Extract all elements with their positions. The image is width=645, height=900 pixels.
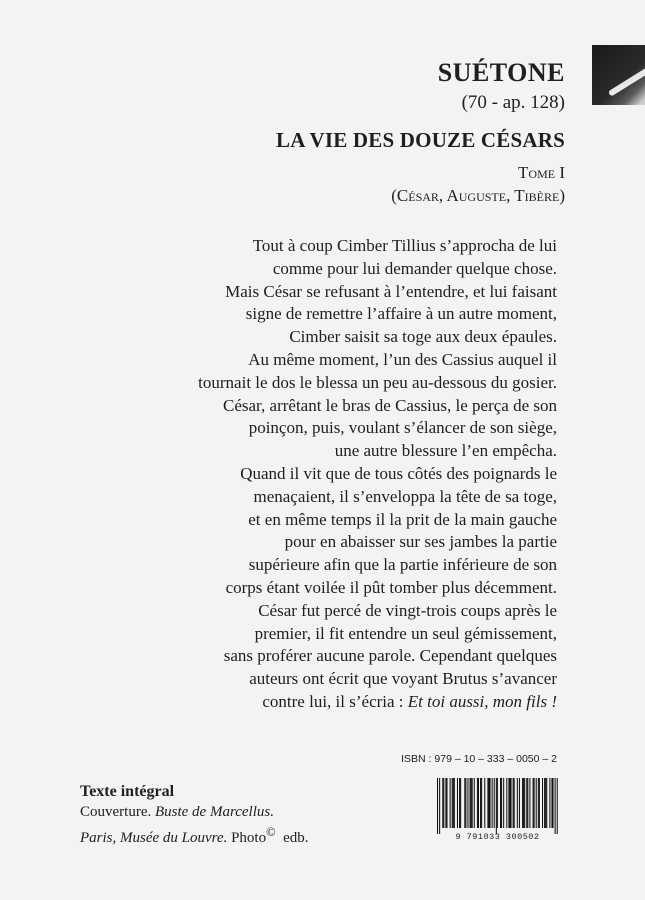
- edition-label: Texte intégral: [80, 783, 175, 800]
- excerpt-line: comme pour lui demander quelque chose.: [272, 258, 557, 278]
- publisher: edb.: [283, 830, 309, 846]
- cover-credit: [80, 802, 309, 822]
- excerpt-line: corps étant voilée il pût tomber plus décemment.: [225, 577, 557, 597]
- cover-label: Couverture.: [80, 804, 152, 820]
- barcode: [437, 778, 558, 840]
- excerpt-line: Au même moment, l’un des Cassius auquel il: [248, 349, 557, 369]
- location: Paris, Musée du Louvre.: [80, 830, 228, 846]
- location-credit: [80, 822, 309, 848]
- cover-thumbnail: [592, 45, 645, 105]
- excerpt-line: Quand il vit que de tous côtés des poignards le: [240, 463, 557, 483]
- copyright-symbol: ©: [266, 825, 276, 839]
- excerpt-line: pour en abaisser sur ses jambes la partie: [284, 532, 557, 552]
- excerpt-line: Tout à coup Cimber Tillius s’approcha de lui: [252, 236, 557, 255]
- photo-label: Photo: [231, 830, 267, 846]
- excerpt-line: Cimber saisit sa toge aux deux épaules.: [289, 327, 557, 347]
- cover-subject: Buste de Marcellus.: [154, 804, 274, 820]
- credits: [80, 782, 309, 848]
- barcode-digits: 9 791033 300502: [455, 832, 540, 842]
- excerpt-line: poinçon, puis, voulant s’élancer de son siège,: [248, 418, 557, 438]
- volume-label: Tome I: [518, 163, 565, 182]
- excerpt-line: supérieure afin que la partie inférieure de son: [248, 555, 557, 575]
- excerpt-line: auteurs ont écrit que voyant Brutus s’avancer: [249, 669, 557, 689]
- excerpt-line: César fut percé de vingt-trois coups après le: [258, 600, 557, 620]
- excerpt-line: tournait le dos le blessa un peu au-dessous du gosier.: [198, 372, 557, 392]
- excerpt-line: menaçaient, il s’enveloppa la tête de sa toge,: [253, 486, 557, 506]
- isbn: ISBN : 979 – 10 – 333 – 0050 – 2: [401, 753, 557, 765]
- book-title: LA VIE DES DOUZE CÉSARS: [276, 128, 565, 152]
- excerpt-line: une autre blessure l’en empêcha.: [334, 441, 557, 461]
- excerpt-last-line-plain: contre lui, il s’écria :: [262, 691, 408, 711]
- excerpt-line: Mais César se refusant à l’entendre, et lui faisant: [225, 281, 557, 301]
- excerpt-line: César, arrêtant le bras de Cassius, le perça de son: [223, 395, 557, 415]
- excerpt-quote: Et toi aussi, mon fils !: [407, 691, 557, 711]
- volume-contents: (César, Auguste, Tibère): [391, 186, 565, 205]
- excerpt-line: premier, il fit entendre un seul gémissement,: [254, 623, 557, 643]
- excerpt-last-line: [87, 691, 557, 714]
- excerpt-line: signe de remettre l’affaire à un autre moment,: [245, 304, 557, 324]
- author-name: SUÉTONE: [437, 58, 565, 87]
- excerpt-line: et en même temps il la prit de la main gauche: [248, 509, 557, 529]
- excerpt-text: [87, 235, 557, 714]
- author-dates: (70 - ap. 128): [461, 92, 565, 113]
- excerpt-line: sans proférer aucune parole. Cependant quelques: [223, 646, 557, 666]
